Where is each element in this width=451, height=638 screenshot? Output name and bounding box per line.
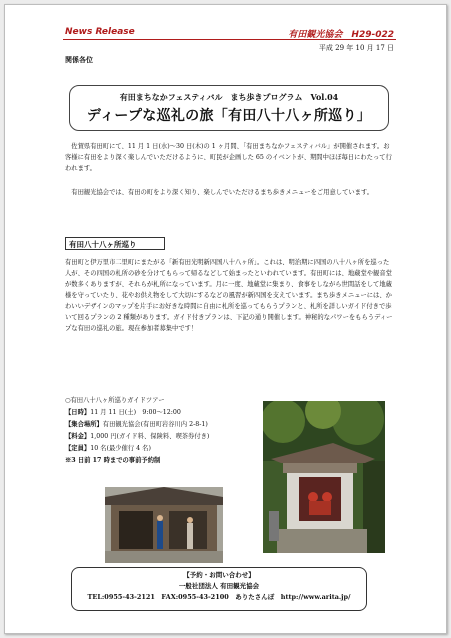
release-id: 有田観光協会 H29-022 xyxy=(288,30,394,40)
news-release-label: News Release xyxy=(65,27,135,37)
news-release-page xyxy=(4,4,447,634)
event-title: ディープな巡礼の旅「有田八十八ヶ所巡り」 xyxy=(86,108,372,124)
tour-place-row: 【集合場所】有田観光協会(有田町岩谷川内 2-8-1) xyxy=(65,421,208,428)
tour-capacity-row: 【定員】10 名(最少催行 4 名) xyxy=(65,445,151,452)
intro-paragraph-1: 佐賀県有田町にて、11 月 1 日(水)～30 日(木)の 1 ヶ月間、「有田まちなかフェスティバル」が開催されます。お客様に有田をより深く楽しんでいただけるように、町民が企画した 65 のイベントが、期間中ほぼ毎日にわたって行われます。 xyxy=(65,143,392,172)
event-subtitle: 有田まちなかフェスティバル まち歩きプログラム Vol.04 xyxy=(119,92,339,102)
header-divider xyxy=(63,39,396,40)
release-date: 平成 29 年 10 月 17 日 xyxy=(318,44,394,52)
tour-date-row: 【日時】11 月 11 日(土) 9:00～12:00 xyxy=(65,409,181,416)
contact-org: 一般社団法人 有田観光協会 xyxy=(178,582,260,590)
section-body: 有田町と伊万里市二里町にまたがる「新有田光明新四国八十八ヶ所」。これは、明治期に四国の八十八ヶ所を巡った人が、その四国の札所の砂を分けてもらって帰るなどして始まったといわれています。有田町には、地蔵堂や観音堂が数多くありますが、それらが札所になっています。月に一度、地蔵堂に集まり、食事をしながら世間話をして地蔵様を守っていたり、花やお供え物をして大切にするなどの風習が新四国を支えています。まち歩きメニューには、かわいいデザインのマップを片手にお好きな時間に自由に札所を巡ってもらうプランと、札所を詳しいガイド付きで歩いて回るプランの 2 種類があります。ガイド付きプランは、下記の通り開催します。神秘的なパワーをもらうディープな有田の巡礼の旅。現在参加者募集中です！ xyxy=(65,259,393,332)
section-heading: 有田八十八ヶ所巡り xyxy=(65,237,165,250)
contact-box xyxy=(71,567,367,611)
title-box xyxy=(69,85,389,131)
contact-details: TEL:0955-43-2121 FAX:0955-43-2100 ありたさんぽ http://www.arita.jp/ xyxy=(87,593,351,601)
intro-paragraph-2: 有田観光協会では、有田の町をより深く知り、楽しんでいただけるまち歩きメニューをご用意しています。 xyxy=(65,189,374,196)
shrine-forest-photo xyxy=(263,401,385,553)
tour-fee-row: 【料金】1,000 円(ガイド料、保険料、喫茶券付き) xyxy=(65,433,210,440)
contact-heading: 【予約・お問い合わせ】 xyxy=(183,571,255,579)
temple-visitors-photo xyxy=(105,487,223,563)
addressee: 関係各位 xyxy=(65,55,93,64)
tour-reservation-note: ※3 日前 17 時までの事前予約制 xyxy=(65,457,161,464)
tour-title: ○有田八十八ヶ所巡りガイドツアー xyxy=(65,397,165,404)
tour-details xyxy=(65,395,285,467)
